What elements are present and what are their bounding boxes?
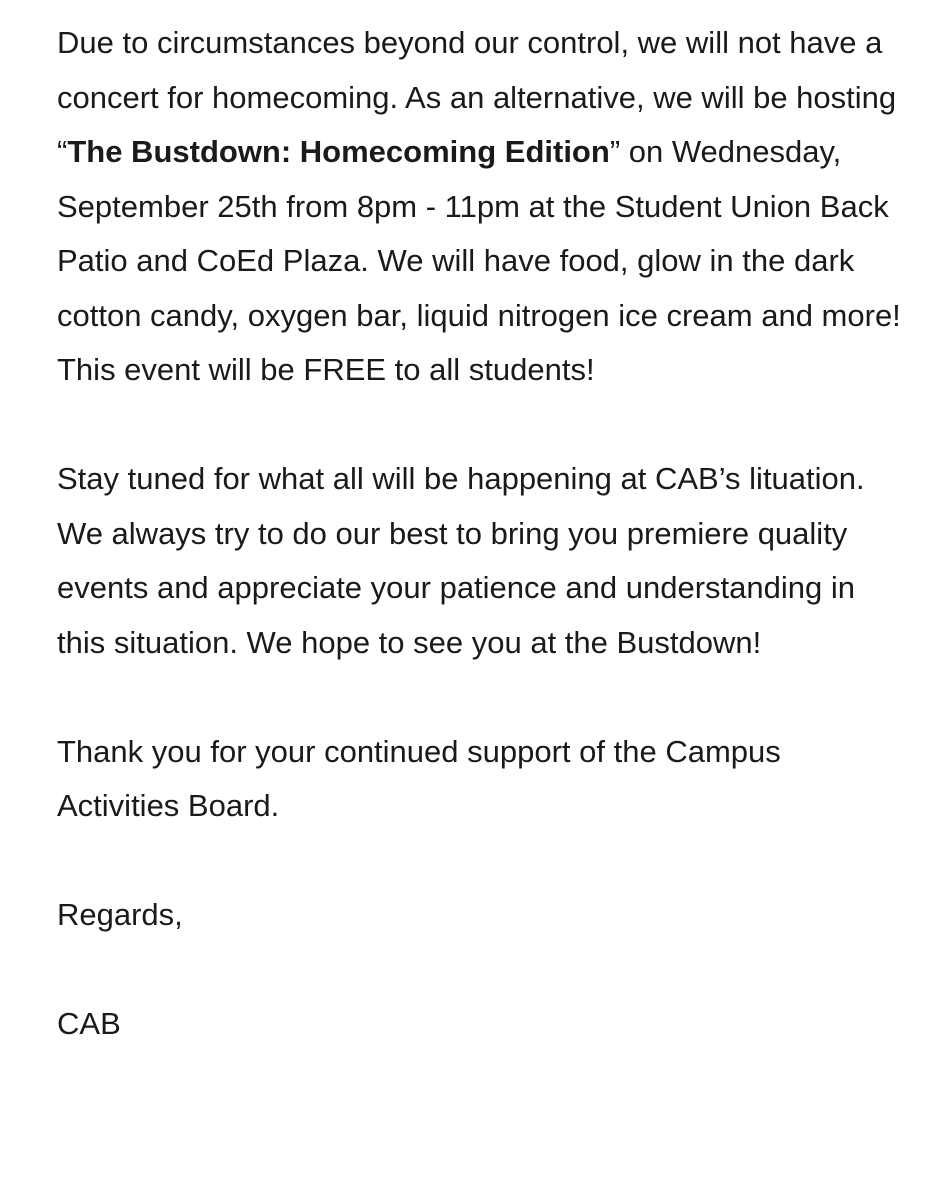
closing-regards: Regards, — [57, 897, 183, 932]
announcement-intro-text: Due to circumstances beyond our control, we will not have a concert for homecoming. As an alternative, we will be hosting “ — [57, 25, 897, 169]
event-name: The Bustdown: Homecoming Edition — [67, 134, 610, 169]
paragraph-stay-tuned: Stay tuned for what all will be happening at CAB’s lituation. We always try to do our best to bring you premiere quality events and appreciate your patience and understanding in this situation. We hope to see you at the Bustdown! — [57, 461, 865, 660]
signature: CAB — [57, 1006, 121, 1041]
announcement-details-text: ” on Wednesday, September 25th from 8pm - 11pm at the Student Union Back Patio and CoEd Plaza. We will have food, glow in the dark cotton candy, oxygen bar, liquid nitrogen ice cream and more! This event will be FREE to all students! — [57, 134, 901, 387]
paragraph-event-announcement — [57, 16, 907, 398]
announcement-letter — [57, 16, 907, 1052]
paragraph-thank-you: Thank you for your continued support of the Campus Activities Board. — [57, 733, 781, 823]
